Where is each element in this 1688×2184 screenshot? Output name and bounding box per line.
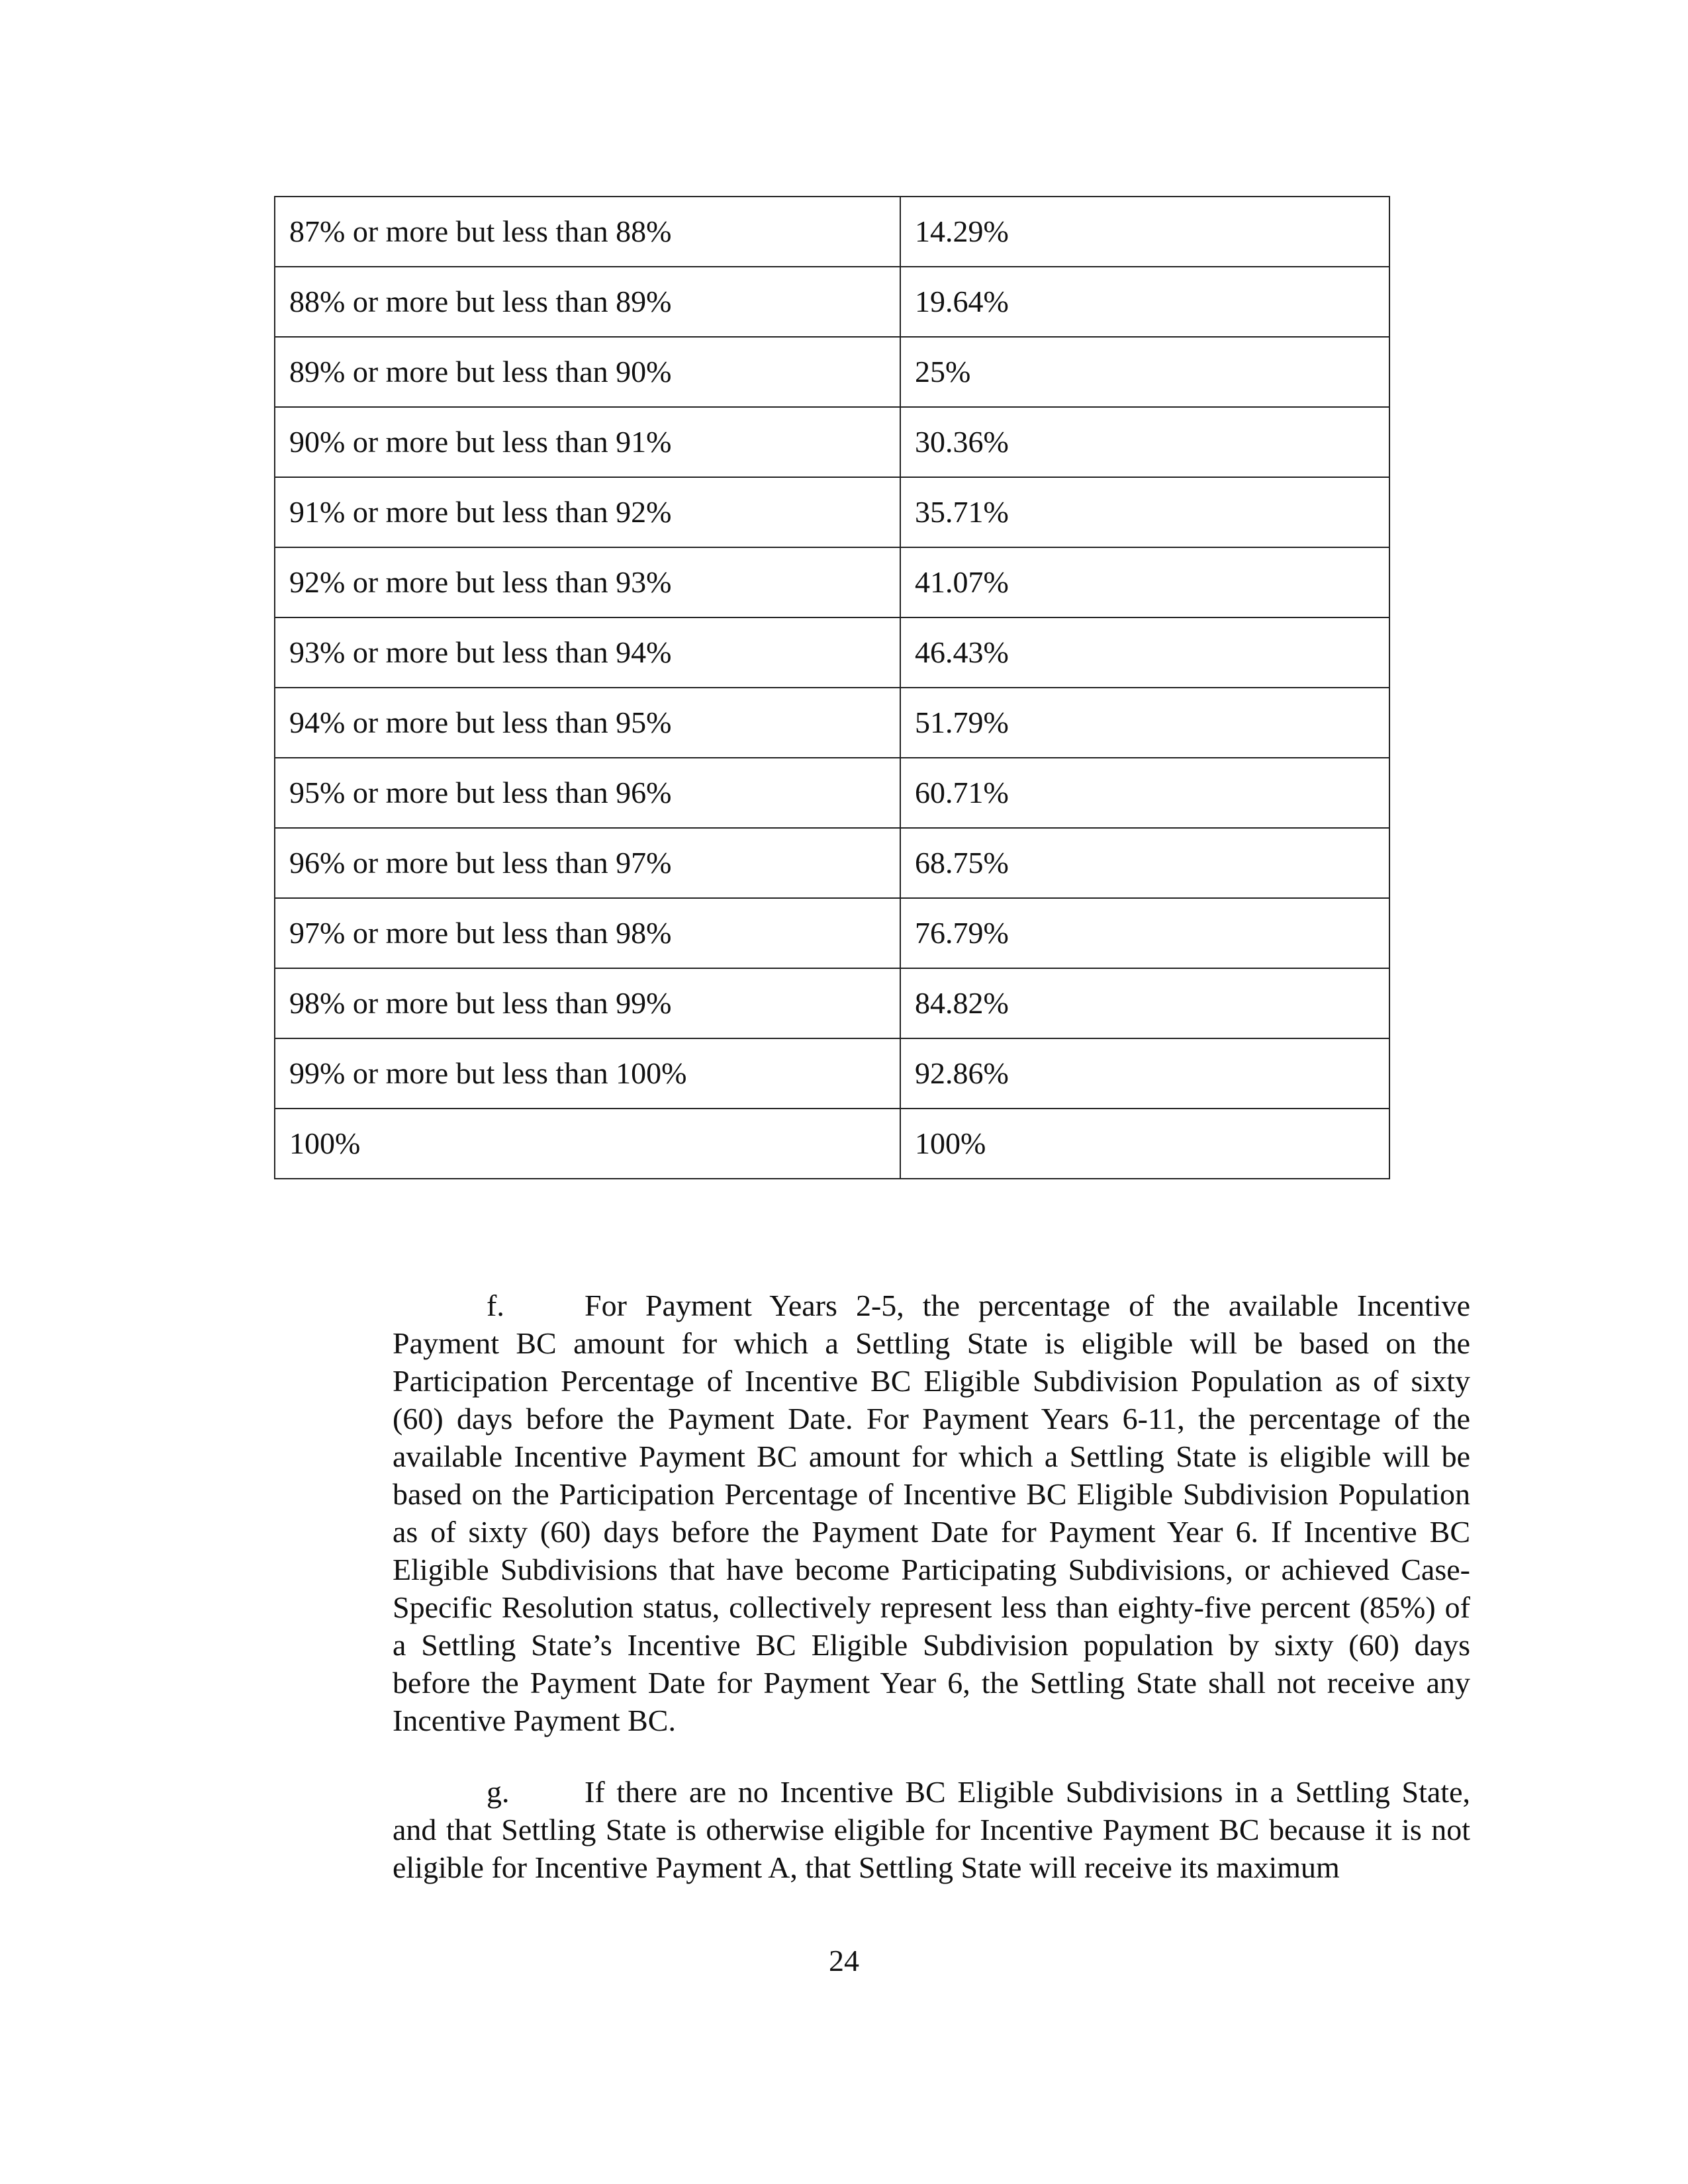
value-cell: 60.71% <box>900 758 1389 828</box>
range-cell: 88% or more but less than 89% <box>275 267 900 337</box>
range-cell: 89% or more but less than 90% <box>275 337 900 407</box>
range-cell: 92% or more but less than 93% <box>275 547 900 617</box>
paragraph-g <box>393 1773 1470 1886</box>
table-row <box>275 547 1389 617</box>
paragraph-marker: g. <box>487 1775 510 1809</box>
value-cell: 14.29% <box>900 197 1389 267</box>
table-row <box>275 407 1389 477</box>
table-row <box>275 688 1389 758</box>
participation-percentage-table <box>274 196 1390 1179</box>
paragraph-text: For Payment Years 2-5, the percentage of the available Incentive Payment BC amount for which a Settling State is eligible will be based on the Participation Percentage of Incentive BC Eligible Subdivision Population as of sixty (60) days before the Payment Date. For Payment Years 6-11, the percentage of the available Incentive Payment BC amount for which a Settling State is eligible will be based on the Participation Percentage of Incentive BC Eligible Subdivision Population as of sixty (60) days before the Payment Date for Payment Year 6. If Incentive BC Eligible Subdivisions that have become Participating Subdivisions, or achieved Case-Specific Resolution status, collectively represent less than eighty-five percent (85%) of a Settling State’s Incentive BC Eligible Subdivision population by sixty (60) days before the Payment Date for Payment Year 6, the Settling State shall not receive any Incentive Payment BC. <box>393 1289 1470 1737</box>
value-cell: 25% <box>900 337 1389 407</box>
value-cell: 41.07% <box>900 547 1389 617</box>
value-cell: 92.86% <box>900 1038 1389 1109</box>
range-cell: 87% or more but less than 88% <box>275 197 900 267</box>
table-row <box>275 197 1389 267</box>
table-row <box>275 898 1389 968</box>
paragraph-text: If there are no Incentive BC Eligible Subdivisions in a Settling State, and that Settling State is otherwise eligible for Incentive Payment BC because it is not eligible for Incentive Payment A, that Settling State will receive its maximum <box>393 1775 1470 1884</box>
value-cell: 51.79% <box>900 688 1389 758</box>
table-row <box>275 1109 1389 1179</box>
paragraph-f <box>393 1287 1470 1739</box>
page-number: 24 <box>829 1944 859 1978</box>
table-row <box>275 968 1389 1038</box>
value-cell: 84.82% <box>900 968 1389 1038</box>
value-cell: 46.43% <box>900 617 1389 688</box>
range-cell: 98% or more but less than 99% <box>275 968 900 1038</box>
range-cell: 95% or more but less than 96% <box>275 758 900 828</box>
table-row <box>275 477 1389 547</box>
range-cell: 96% or more but less than 97% <box>275 828 900 898</box>
value-cell: 19.64% <box>900 267 1389 337</box>
table-row <box>275 758 1389 828</box>
table-row <box>275 337 1389 407</box>
range-cell: 97% or more but less than 98% <box>275 898 900 968</box>
table-row <box>275 267 1389 337</box>
value-cell: 100% <box>900 1109 1389 1179</box>
range-cell: 90% or more but less than 91% <box>275 407 900 477</box>
paragraph-marker: f. <box>487 1289 504 1322</box>
value-cell: 30.36% <box>900 407 1389 477</box>
value-cell: 68.75% <box>900 828 1389 898</box>
table-row <box>275 617 1389 688</box>
table-row <box>275 1038 1389 1109</box>
range-cell: 100% <box>275 1109 900 1179</box>
range-cell: 93% or more but less than 94% <box>275 617 900 688</box>
range-cell: 99% or more but less than 100% <box>275 1038 900 1109</box>
value-cell: 76.79% <box>900 898 1389 968</box>
range-cell: 94% or more but less than 95% <box>275 688 900 758</box>
table-row <box>275 828 1389 898</box>
range-cell: 91% or more but less than 92% <box>275 477 900 547</box>
value-cell: 35.71% <box>900 477 1389 547</box>
